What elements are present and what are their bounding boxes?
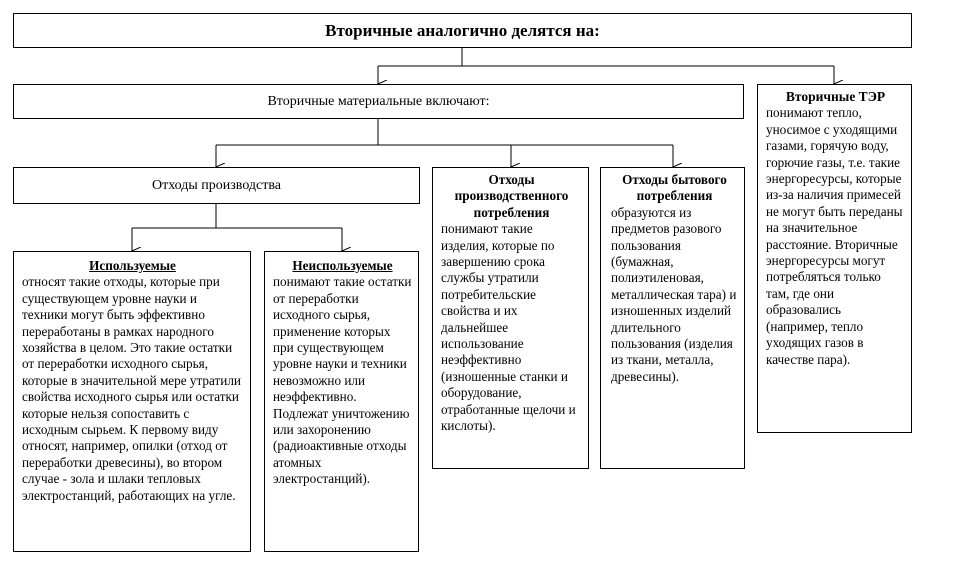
unused-text: понимают такие остатки от переработки исходного сырья, применение которых при существующем уровне науки и техники невозможно или неэффективно. Подлежат уничтожению или захоронению (радиоактивные отходы атомных электростанций).	[273, 274, 412, 487]
diagram-title: Вторичные аналогично делятся на:	[325, 20, 600, 40]
production-waste-label: Отходы производства	[151, 177, 282, 193]
used-heading: Используемые	[89, 258, 176, 273]
used-text: относят такие отходы, которые при существующем уровне науки и техники могут быть эффективно переработаны в рамках народного хозяйства в целом. Это такие остатки от переработки исходного сырья, которые в значительной мере утратили свойства исходного сырья или остатки которые нельзя сопоставить с исходным сырьем. К первому виду относят, например, опилки (отход от переработки древесины), во втором случае - зола и шлаки тепловых электростанций, работающих на угле.	[22, 274, 241, 503]
ter-heading: Вторичные ТЭР	[785, 89, 886, 104]
ter-box	[757, 84, 912, 433]
unused-waste-box	[264, 251, 419, 552]
production-waste-box	[13, 167, 420, 204]
material-box	[13, 84, 744, 119]
consumption-waste-heading: Отходы производственного потребления	[454, 172, 569, 220]
consumption-waste-text: понимают такие изделия, которые по завершению срока службы утратили потребительские свойства и их дальнейшее использование неэффективно (изношенные станки и оборудование, отработанные щелочи и кислоты).	[441, 221, 576, 434]
material-label: Вторичные материальные включают:	[267, 93, 490, 109]
household-waste-heading: Отходы бытового потребления	[622, 172, 727, 204]
ter-text: понимают тепло, уносимое с уходящими газами, горячую воду, горючие газы, т.е. такие энергоресурсы, которые из-за наличия примесей не могут быть переданы на значительное расстояние. Вторичные энергоресурсы могут потребляться только там, где они образовались (например, тепло уходящих газов в качестве пара).	[766, 105, 903, 367]
unused-heading: Неиспользуемые	[292, 258, 393, 273]
household-waste-text: образуются из предметов разового пользования (бумажная, полиэтиленовая, металлическая тара) и изношенных изделий длительного пользования (изделия из ткани, металла, древесины).	[611, 204, 737, 384]
household-waste-box	[600, 167, 745, 469]
used-waste-box	[13, 251, 251, 552]
diagram-title-box	[13, 13, 912, 48]
consumption-waste-box	[432, 167, 589, 469]
